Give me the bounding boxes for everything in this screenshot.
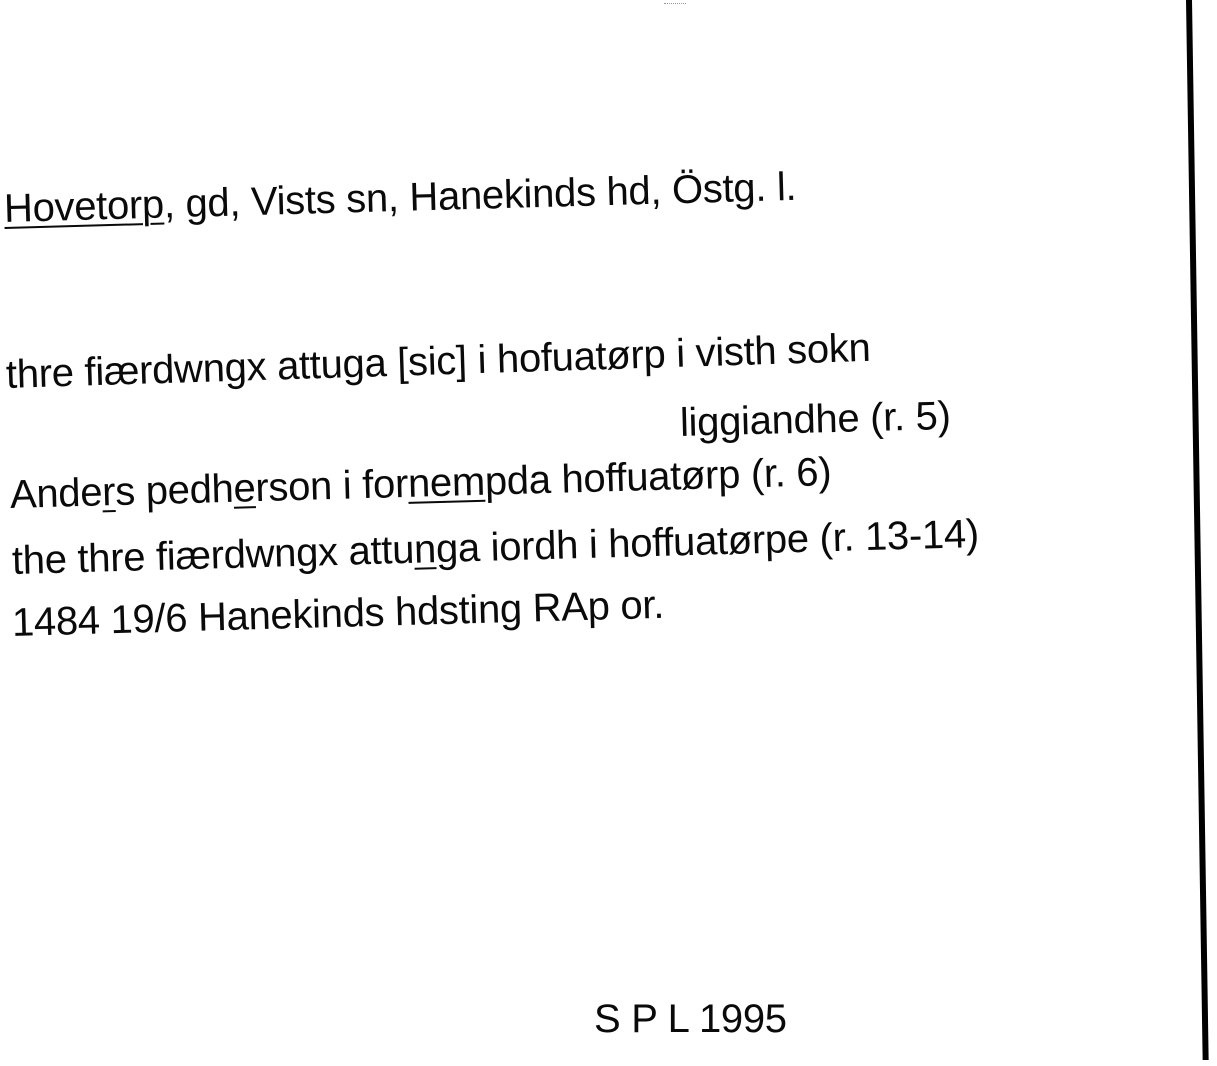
- text-fragment: s pedh: [114, 466, 235, 515]
- underlined-fragment: e: [232, 466, 257, 511]
- scan-speck: [664, 3, 686, 6]
- quote-line-1-continuation: liggiandhe (r. 5): [679, 393, 952, 445]
- underlined-fragment: r: [101, 470, 116, 515]
- card-heading: [3, 164, 797, 232]
- heading-rest: , gd, Vists sn, Hanekinds hd, Östg. l.: [163, 164, 797, 227]
- text-fragment: pda hoffuatørp (r. 6): [484, 450, 832, 504]
- text-fragment: rson i for: [254, 461, 409, 511]
- quote-line-1: thre fiærdwngx attuga [sic] i hofuatørp i visth sokn: [5, 325, 872, 397]
- source-reference: 1484 19/6 Hanekinds hdsting RAp or.: [11, 582, 665, 645]
- quote-line-3: [11, 511, 979, 584]
- quote-line-2: [9, 449, 832, 518]
- underlined-fragment: n: [413, 527, 437, 572]
- text-fragment: ga iordh i hoffuatørpe (r. 13-14): [435, 512, 980, 572]
- card-edge-line: [1186, 0, 1209, 1060]
- text-fragment: the thre fiærdwngx attu: [11, 527, 415, 583]
- underlined-fragment: nem: [407, 459, 486, 506]
- text-fragment: Ande: [9, 470, 103, 517]
- place-name: Hovetorp: [3, 182, 165, 231]
- signature: S P L 1995: [594, 997, 787, 1041]
